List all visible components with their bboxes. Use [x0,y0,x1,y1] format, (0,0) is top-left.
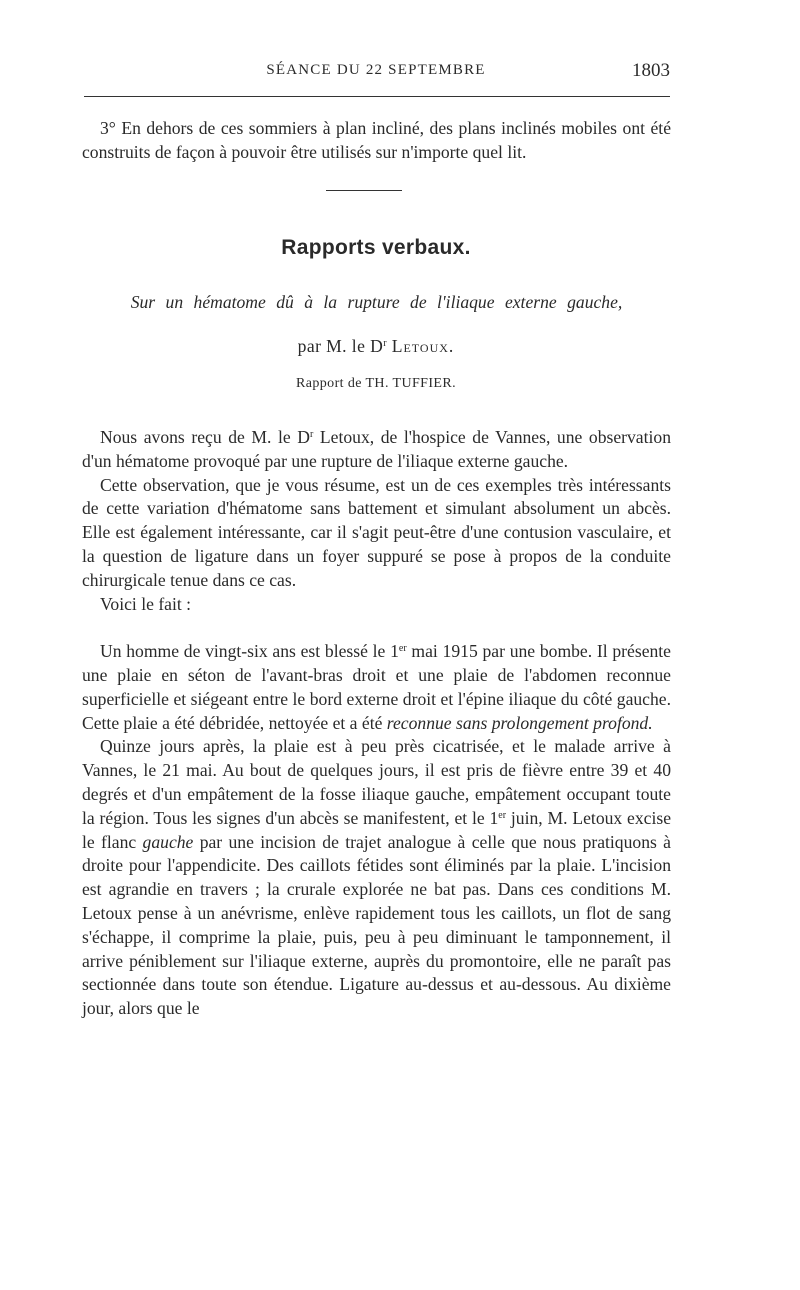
p4-italic: reconnue sans prolongement profond. [386,712,653,733]
intro-paragraph: 3° En dehors de ces sommiers à plan incliné, des plans inclinés mobiles ont été construits de façon à pouvoir être utilisés sur n'importe quel lit. [82,118,671,162]
p5-text-c: par une incision de trajet analogue à celle que nous pratiquons à droite pour l'appendicite. Des caillots fétides sont éliminés par la plaie. L'incision est agrandie en travers ; la crurale explorée ne bat pas. Dans ces conditions M. Letoux pense à un anévrisme, enlève rapidement tous les caillots, un flot de sang s'échappe, il comprime la plaie, puis, peu à peu diminuant le tamponnement, il arrive péniblement sur l'iliaque externe, auprès du promontoire, elle ne paraît pas sectionnée dans toute son étendue. Ligature au-dessus et au-dessous. Au dixième jour, alors que le [82,831,671,1019]
paragraph-4 [82,640,671,735]
header-rule [84,96,670,97]
p5-sup: er [498,809,507,821]
p5-italic: gauche [142,831,194,852]
section-divider [326,190,402,191]
page-number: 1803 [632,60,670,81]
p5-text-a: Quinze jours après, la plaie est à peu près cicatrisée, et le malade arrive à Vannes, le 21 mai. Au bout de quelques jours, il est pris de fièvre entre 39 et 40 degrés et d'un empâtement de la fosse iliaque gauche, empâtement occupant toute la région. Tous les signes d'un abcès se manifestent, et le 1 [82,736,671,828]
rapporteur-line: Rapport de TH. TUFFIER. [296,376,456,391]
report-byline [0,336,752,357]
p5-text-b: juin, M. Letoux excise le flanc [82,807,672,852]
running-header [82,60,670,84]
paragraph-2: Cette observation, que je vous résume, est un de ces exemples très intéressants de cette variation d'hématome sans battement et simulant absolument un abcès. Elle est également intéressante, car il s'agit peut-être d'une contusion vasculaire, et la question de ligature dans un foyer suppuré se pose à propos de la conduite chirurgicale tenue dans ce cas. [82,474,671,590]
report-title: Sur un hématome dû à la rupture de l'iliaque externe gauche, [130,292,623,312]
section-title: Rapports verbaux. [281,236,471,259]
byline-author: Letoux. [391,336,455,356]
running-title: SÉANCE DU 22 SEPTEMBRE [266,62,486,78]
p4-text-a: Un homme de vingt-six ans est blessé le 1 [100,641,399,662]
paragraph-3: Voici le fait : [100,593,192,614]
p4-sup: er [398,643,407,655]
paragraph-gap [82,616,671,640]
p4-text-b: mai 1915 par une bombe. Il présente une plaie en séton de l'avant-bras droit et une plaie de l'abdomen reconnue superficielle et siégeant entre le bord externe droit et l'épine iliaque du côté gauche. Cette plaie a été débridée, nettoyée et a été [82,641,671,733]
p1-text-b: Letoux, de l'hospice de Vannes, une observation d'un hématome provoqué par une rupture de l'iliaque externe gauche. [82,427,671,471]
paragraph-1 [82,426,671,474]
report-body [82,426,671,1021]
byline-prefix: par M. le D [297,336,384,356]
intro-paragraph-block [82,117,671,165]
p1-sup: r [309,429,314,440]
p1-text-a: Nous avons reçu de M. le D [100,427,310,447]
paragraph-5 [82,735,671,1021]
byline-sup: r [383,338,387,349]
